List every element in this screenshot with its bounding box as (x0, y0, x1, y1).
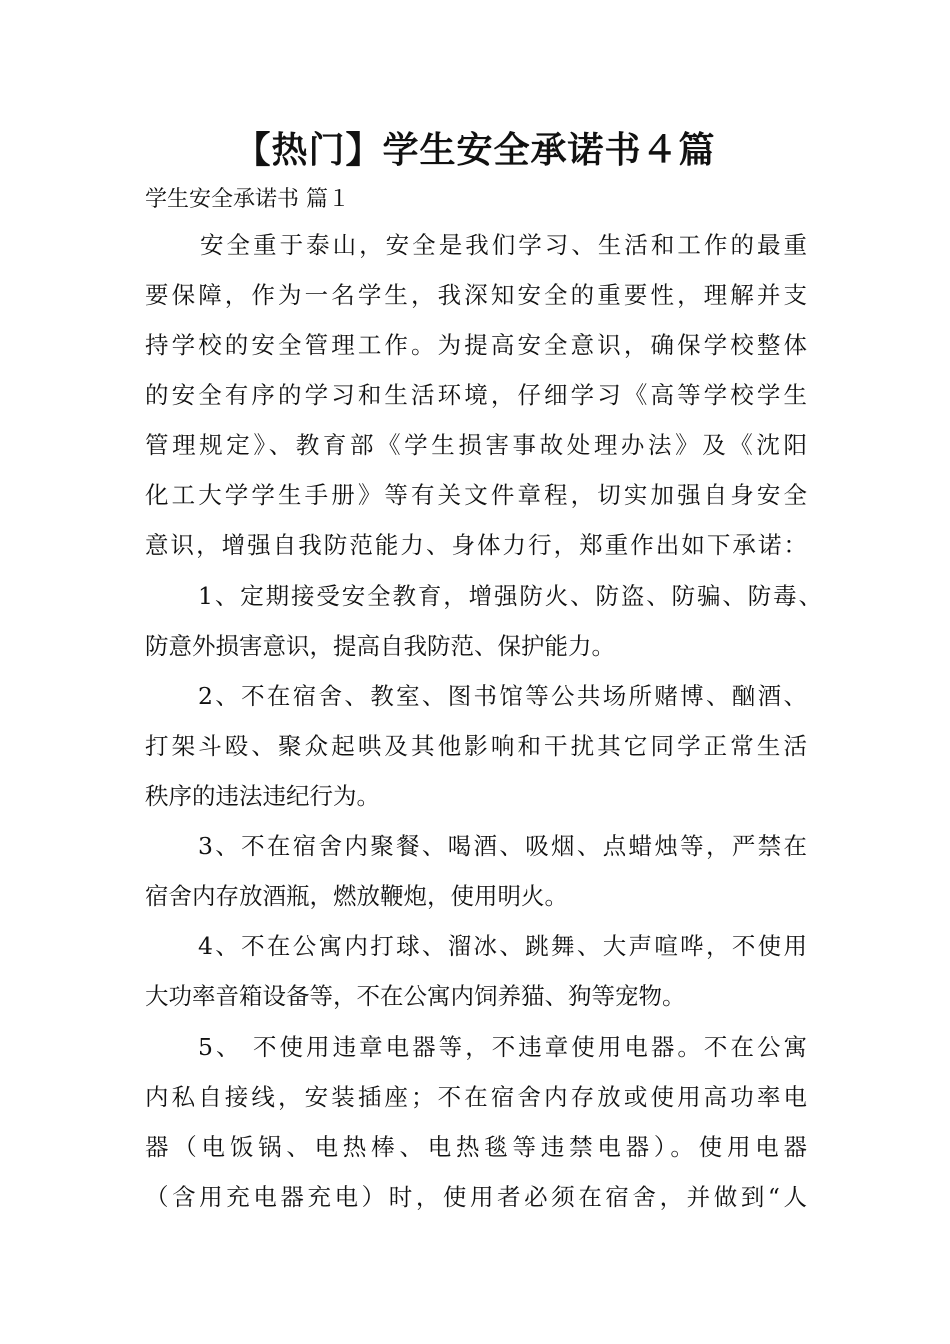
list-item-line: 2、不在宿舍、教室、图书馆等公共场所赌博、酗酒、 (198, 682, 807, 710)
list-item-line: 宿舍内存放酒瓶，燃放鞭炮，使用明火。 (145, 882, 568, 910)
paragraph-line: 要保障，作为一名学生，我深知安全的重要性，理解并支 (145, 281, 807, 309)
list-item-line: （含用充电器充电）时，使用者必须在宿舍，并做到“人 (145, 1183, 807, 1211)
paragraph-line: 的安全有序的学习和生活环境，仔细学习《高等学校学生 (145, 381, 807, 409)
page-title: 【热门】学生安全承诺书４篇 (234, 129, 716, 171)
list-item-line: 4、不在公寓内打球、溜冰、跳舞、大声喧哗，不使用 (198, 932, 807, 960)
list-item-line: 器（电饭锅、电热棒、电热毯等违禁电器）。使用电器 (145, 1133, 807, 1161)
list-item-line: 5、 不使用违章电器等，不违章使用电器。不在公寓 (198, 1033, 807, 1061)
paragraph-line: 意识，增强自我防范能力、身体力行，郑重作出如下承诺： (145, 531, 807, 559)
section-heading: 学生安全承诺书 篇１ (145, 187, 350, 212)
paragraph-line: 持学校的安全管理工作。为提高安全意识，确保学校整体 (145, 331, 807, 359)
paragraph-line: 安全重于泰山，安全是我们学习、生活和工作的最重 (200, 231, 807, 259)
paragraph-line: 管理规定》、教育部《学生损害事故处理办法》及《沈阳 (145, 431, 807, 459)
paragraph-line: 化工大学学生手册》等有关文件章程，切实加强自身安全 (145, 481, 807, 509)
list-item-line: 打架斗殴、聚众起哄及其他影响和干扰其它同学正常生活 (145, 732, 807, 760)
list-item-line: 秩序的违法违纪行为。 (145, 782, 380, 810)
list-item-line: 大功率音箱设备等，不在公寓内饲养猫、狗等宠物。 (145, 982, 686, 1010)
list-item-line: 1、定期接受安全教育，增强防火、防盗、防骗、防毒、 (198, 582, 822, 610)
list-item-line: 内私自接线，安装插座；不在宿舍内存放或使用高功率电 (145, 1083, 807, 1111)
list-item-line: 防意外损害意识，提高自我防范、保护能力。 (145, 632, 615, 660)
list-item-line: 3、不在宿舍内聚餐、喝酒、吸烟、点蜡烛等，严禁在 (198, 832, 807, 860)
